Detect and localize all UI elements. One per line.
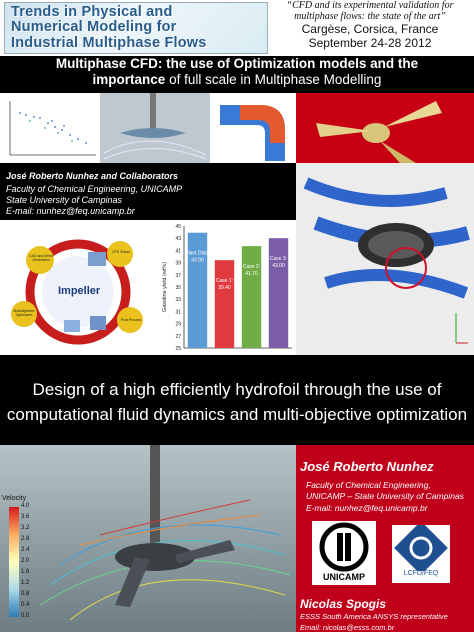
poster2-title-line1: Design of a high efficiently hydrofoil through the use of: [32, 380, 442, 399]
chart-y-axis-label: Gasoline yield (wt%): [162, 261, 168, 313]
simulation-thumbnails-graphic: [0, 93, 296, 163]
cycle-node-cfd: CFD Solver: [111, 250, 131, 254]
velocity-legend-value: 2.8: [21, 536, 30, 542]
poster1-author-name: José Roberto Nunhez and Collaborators: [6, 171, 179, 181]
velocity-legend-value: 3.6: [21, 514, 30, 520]
chart-data-label: 41.70: [245, 271, 258, 278]
poster2-affiliation1: Faculty of Chemical Engineering,: [306, 480, 431, 490]
velocity-legend-value: 1.6: [21, 569, 30, 575]
chart-y-tick-label: 27: [175, 333, 181, 340]
chart-y-tick-label: 35: [175, 285, 181, 291]
chart-data-label: 43.90: [191, 257, 204, 264]
lcfd-logo-mark: [392, 525, 450, 571]
lcfd-logo-text: LCFD/FEQ: [403, 570, 439, 577]
poster1-affiliation1: Faculty of Chemical Engineering, UNICAMP: [6, 184, 183, 194]
chart-y-tick-label: 41: [175, 248, 181, 255]
chart-bar: [215, 260, 234, 348]
velocity-legend-value: 2.0: [21, 558, 30, 564]
velocity-legend-title: Velocity: [2, 495, 27, 502]
velocity-legend-value: 0.8: [21, 591, 30, 597]
chart-y-tick-label: 33: [175, 297, 181, 304]
unicamp-logo: [312, 521, 376, 585]
poster2-title: [0, 377, 474, 437]
velocity-legend-value: 4.0: [21, 503, 30, 509]
cycle-node-optimizers: Multiobjective Optimizers: [13, 309, 35, 317]
coauthor-role: ESSS South America ANSYS representative: [300, 612, 448, 621]
chart-bar: [242, 246, 261, 348]
chart-data-label: Case 2:: [242, 264, 261, 271]
chart-bar: [269, 238, 288, 348]
event-date: September 24-28 2012: [308, 36, 432, 50]
impeller-3d-graphic: [296, 93, 474, 163]
poster1-title-rest: of full scale in Multiphase Modelling: [165, 72, 382, 87]
chart-data-label: 43.00: [272, 263, 285, 270]
lcfd-logo: [392, 525, 450, 583]
poster1-title: [0, 56, 474, 92]
simulation-thumbnails: [0, 93, 296, 163]
velocity-legend-values: [21, 503, 41, 621]
hydrofoil-flow-graphic: [0, 445, 296, 632]
poster2-info: [296, 445, 474, 632]
cycle-node-post: Post Process: [120, 318, 142, 322]
chart-data-label: 39.40: [218, 285, 231, 292]
logo-line-3: Industrial Multiphase Flows: [11, 35, 207, 51]
coauthor-email: Email: nicolas@esss.com.br: [300, 623, 395, 632]
chart-y-tick-label: 31: [175, 309, 181, 316]
hydrofoil-simulation: [0, 445, 296, 632]
poster1-title-line1: Multiphase CFD: the use of Optimization models and the: [55, 56, 419, 71]
stirred-tank-render: [296, 163, 474, 355]
logo-line-1: Trends in Physical and: [11, 4, 173, 20]
unicamp-logo-text: UNICAMP: [323, 572, 365, 582]
chart-data-label: Case 3:: [269, 256, 288, 263]
poster1-email: E-mail: nunhez@feq.unicamp.br: [6, 206, 135, 216]
chart-data-label: Plant Data:: [185, 250, 210, 257]
event-info: [270, 0, 470, 54]
cycle-center-label: Impeller: [58, 285, 101, 297]
poster2-author-name: José Roberto Nunhez: [300, 459, 434, 474]
chart-data-label: Case 1:: [215, 278, 234, 285]
logo-line-2: Numerical Modeling for: [11, 19, 177, 35]
poster1-authors: [0, 163, 296, 220]
cycle-node-cad: CAD and Mesh Generation: [29, 254, 53, 262]
process-and-chart-panel: [0, 220, 296, 355]
velocity-legend-value: 3.2: [21, 525, 30, 531]
gasoline-yield-chart: [160, 220, 296, 355]
poster2-title-line2: computational fluid dynamics and multi-objective optimization: [6, 405, 468, 424]
poster2-email: E-mail: nunhez@feq.unicamp.br: [306, 503, 428, 513]
event-place: Cargèse, Corsica, France: [301, 22, 439, 36]
impeller-render: [296, 93, 474, 163]
event-quote: “CFD and its experimental validation for multiphase flows: the state of the art”: [286, 0, 454, 22]
chart-y-tick-label: 39: [175, 260, 181, 267]
velocity-legend-value: 2.4: [21, 547, 30, 553]
stirred-tank-graphic: [296, 163, 474, 355]
chart-y-tick-label: 37: [175, 272, 181, 279]
chart-y-tick-label: 29: [175, 321, 181, 328]
poster1-affiliation2: State University of Campinas: [6, 195, 123, 205]
velocity-legend-value: 1.2: [21, 580, 30, 586]
velocity-legend-value: 0.4: [21, 602, 30, 608]
unicamp-logo-mark: [312, 521, 376, 573]
chart-y-tick-label: 45: [175, 224, 181, 230]
conference-logo: [4, 2, 268, 54]
velocity-legend-value: 0.0: [21, 613, 30, 619]
chart-y-tick-label: 43: [175, 236, 181, 243]
poster1-title-bold: importance: [92, 72, 166, 87]
poster2-affiliation2: UNICAMP – State University of Campinas: [306, 491, 464, 501]
chart-y-tick-label: 25: [175, 346, 181, 352]
coauthor-name: Nicolas Spogis: [300, 597, 387, 611]
